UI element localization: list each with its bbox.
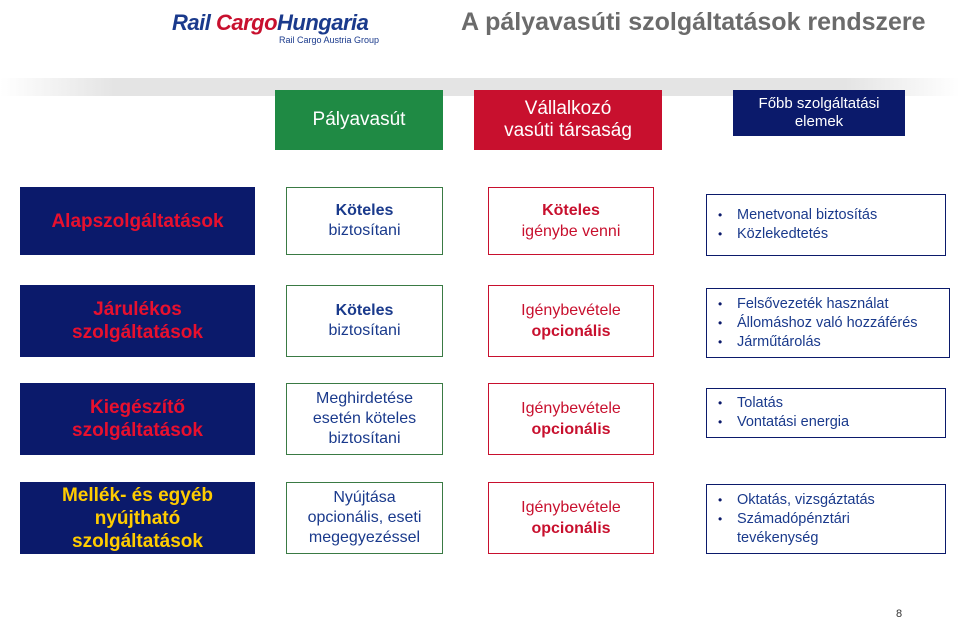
list-item: • Felsővezeték használat bbox=[718, 295, 949, 314]
category-jarulekos bbox=[20, 285, 255, 357]
elements-list-row2 bbox=[706, 288, 950, 358]
column-header-palyavasut bbox=[275, 90, 443, 150]
category-kiegeszito bbox=[20, 383, 255, 455]
column-header-text: vasúti társaság bbox=[504, 120, 632, 141]
list-item: • Vontatási energia bbox=[718, 413, 945, 432]
cell-text: Igénybevétele bbox=[521, 499, 621, 516]
palyavasut-cell-row2 bbox=[286, 285, 443, 357]
category-label: szolgáltatások bbox=[72, 420, 203, 441]
cell-text: Igénybevétele bbox=[521, 302, 621, 319]
vallalkozo-cell-row2 bbox=[488, 285, 654, 357]
page-number: 8 bbox=[896, 608, 903, 620]
list-item: • Járműtárolás bbox=[718, 333, 949, 352]
cell-text: opcionális bbox=[531, 421, 611, 438]
cell-text: Köteles bbox=[335, 202, 394, 219]
logo-rail-text: Rail bbox=[172, 10, 211, 35]
category-label: Járulékos bbox=[93, 299, 182, 320]
category-alapszolgaltatasok bbox=[20, 187, 255, 255]
elements-list-row1 bbox=[706, 194, 946, 256]
cell-text: opcionális, eseti bbox=[307, 509, 422, 526]
vallalkozo-cell-row4 bbox=[488, 482, 654, 554]
palyavasut-cell-row3 bbox=[286, 383, 443, 455]
column-header-text: Főbb szolgáltatási bbox=[758, 95, 880, 112]
category-mellek-es-egyeb bbox=[20, 482, 255, 554]
list-item: • Állomáshoz való hozzáférés bbox=[718, 314, 949, 333]
logo-subtitle: Rail Cargo Austria Group bbox=[279, 35, 380, 45]
column-header-vallalkozo bbox=[474, 90, 662, 150]
column-header-text: Vállalkozó bbox=[524, 98, 612, 119]
column-header-text: Pályavasút bbox=[312, 109, 406, 130]
vallalkozo-cell-row3 bbox=[488, 383, 654, 455]
cell-text: biztosítani bbox=[328, 322, 401, 339]
logo-hungaria-text: Hungaria bbox=[277, 10, 369, 35]
category-label: Mellék- és egyéb bbox=[61, 484, 214, 506]
cell-text: igénybe venni bbox=[521, 223, 621, 240]
cell-text: esetén köteles bbox=[312, 410, 417, 427]
cell-text: megegyezéssel bbox=[308, 529, 421, 546]
cell-text: Köteles bbox=[335, 302, 394, 319]
list-item: • Tolatás bbox=[718, 394, 945, 413]
company-logo bbox=[172, 10, 368, 36]
vallalkozo-cell-row1 bbox=[488, 187, 654, 255]
logo-cargo-text: Cargo bbox=[215, 10, 278, 35]
category-label: szolgáltatások bbox=[72, 322, 203, 343]
list-item: • Számadópénztári bbox=[718, 510, 945, 529]
list-item: • Közlekedtetés bbox=[718, 225, 945, 244]
cell-text: Igénybevétele bbox=[521, 400, 621, 417]
cell-text: Meghirdetése bbox=[316, 390, 413, 407]
category-label: Alapszolgáltatások bbox=[51, 210, 224, 232]
cell-text: opcionális bbox=[531, 323, 611, 340]
elements-list-row4 bbox=[706, 484, 946, 554]
category-label: szolgáltatások bbox=[72, 530, 203, 552]
page-title: A pályavasúti szolgáltatások rendszere bbox=[461, 8, 926, 36]
cell-text: Köteles bbox=[542, 202, 600, 219]
column-header-szolgaltatasi-elemek bbox=[733, 90, 905, 136]
palyavasut-cell-row4 bbox=[286, 482, 443, 554]
cell-text: opcionális bbox=[531, 520, 611, 537]
palyavasut-cell-row1 bbox=[286, 187, 443, 255]
list-item: • Oktatás, vizsgáztatás bbox=[718, 491, 945, 510]
cell-text: biztosítani bbox=[328, 430, 401, 447]
cell-text: biztosítani bbox=[328, 222, 401, 239]
column-header-text: elemek bbox=[794, 113, 844, 130]
category-label: nyújtható bbox=[94, 507, 181, 529]
list-item: • Menetvonal biztosítás bbox=[718, 206, 945, 225]
elements-list-row3 bbox=[706, 388, 946, 438]
cell-text: Nyújtása bbox=[333, 489, 396, 506]
list-item-continuation: tevékenység bbox=[737, 529, 819, 546]
category-label: Kiegészítő bbox=[89, 397, 186, 418]
